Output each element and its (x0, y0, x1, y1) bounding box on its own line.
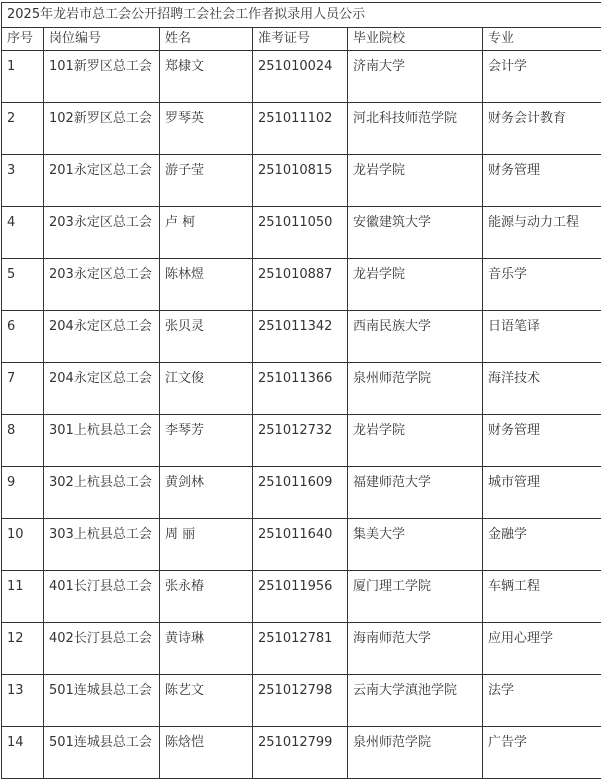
cell-index: 14 (2, 727, 44, 779)
cell-exam-id: 251010815 (253, 155, 348, 207)
cell-name: 李琴芳 (160, 415, 253, 467)
cell-name: 陈焓恺 (160, 727, 253, 779)
cell-exam-id: 251010887 (253, 259, 348, 311)
table-title: 2025年龙岩市总工会公开招聘工会社会工作者拟录用人员公示 (2, 3, 601, 28)
table-row (2, 467, 601, 519)
cell-exam-id: 251011342 (253, 311, 348, 363)
cell-major: 车辆工程 (483, 571, 601, 623)
table-row (2, 207, 601, 259)
cell-exam-id: 251011640 (253, 519, 348, 571)
cell-school: 泉州师范学院 (348, 727, 483, 779)
cell-exam-id: 251012732 (253, 415, 348, 467)
cell-index: 9 (2, 467, 44, 519)
table-row (2, 311, 601, 363)
cell-school: 龙岩学院 (348, 259, 483, 311)
cell-name: 游子莹 (160, 155, 253, 207)
cell-school: 龙岩学院 (348, 155, 483, 207)
cell-index: 10 (2, 519, 44, 571)
cell-index: 4 (2, 207, 44, 259)
cell-major: 音乐学 (483, 259, 601, 311)
header-post-code: 岗位编号 (44, 28, 160, 51)
cell-post-code: 204永定区总工会 (44, 311, 160, 363)
cell-major: 财务会计教育 (483, 103, 601, 155)
cell-post-code: 301上杭县总工会 (44, 415, 160, 467)
cell-major: 海洋技术 (483, 363, 601, 415)
cell-name: 郑棣文 (160, 51, 253, 103)
table-row (2, 155, 601, 207)
cell-school: 河北科技师范学院 (348, 103, 483, 155)
cell-major: 城市管理 (483, 467, 601, 519)
cell-school: 西南民族大学 (348, 311, 483, 363)
header-exam-id: 准考证号 (253, 28, 348, 51)
cell-index: 13 (2, 675, 44, 727)
cell-name: 黄诗琳 (160, 623, 253, 675)
cell-exam-id: 251011956 (253, 571, 348, 623)
cell-name: 卢 柯 (160, 207, 253, 259)
cell-exam-id: 251011050 (253, 207, 348, 259)
title-row (2, 3, 601, 28)
cell-major: 金融学 (483, 519, 601, 571)
cell-name: 罗琴英 (160, 103, 253, 155)
table-row (2, 103, 601, 155)
cell-exam-id: 251012798 (253, 675, 348, 727)
cell-school: 海南师范大学 (348, 623, 483, 675)
cell-name: 张贝灵 (160, 311, 253, 363)
cell-school: 云南大学滇池学院 (348, 675, 483, 727)
cell-index: 8 (2, 415, 44, 467)
table-row (2, 363, 601, 415)
cell-index: 7 (2, 363, 44, 415)
cell-name: 陈林煜 (160, 259, 253, 311)
cell-post-code: 303上杭县总工会 (44, 519, 160, 571)
cell-post-code: 204永定区总工会 (44, 363, 160, 415)
header-school: 毕业院校 (348, 28, 483, 51)
header-row (2, 28, 601, 51)
cell-name: 江文俊 (160, 363, 253, 415)
cell-name: 周 丽 (160, 519, 253, 571)
table-row (2, 415, 601, 467)
cell-name: 黄剑林 (160, 467, 253, 519)
cell-post-code: 203永定区总工会 (44, 207, 160, 259)
cell-school: 龙岩学院 (348, 415, 483, 467)
cell-school: 集美大学 (348, 519, 483, 571)
cell-post-code: 302上杭县总工会 (44, 467, 160, 519)
cell-exam-id: 251011102 (253, 103, 348, 155)
cell-post-code: 501连城县总工会 (44, 675, 160, 727)
cell-post-code: 203永定区总工会 (44, 259, 160, 311)
cell-major: 财务管理 (483, 155, 601, 207)
cell-index: 11 (2, 571, 44, 623)
cell-post-code: 102新罗区总工会 (44, 103, 160, 155)
cell-index: 6 (2, 311, 44, 363)
cell-post-code: 402长汀县总工会 (44, 623, 160, 675)
table-row (2, 571, 601, 623)
cell-name: 张永椿 (160, 571, 253, 623)
cell-school: 厦门理工学院 (348, 571, 483, 623)
cell-exam-id: 251012799 (253, 727, 348, 779)
cell-post-code: 101新罗区总工会 (44, 51, 160, 103)
cell-index: 3 (2, 155, 44, 207)
cell-major: 财务管理 (483, 415, 601, 467)
cell-school: 济南大学 (348, 51, 483, 103)
cell-major: 日语笔译 (483, 311, 601, 363)
cell-index: 5 (2, 259, 44, 311)
table-row (2, 519, 601, 571)
header-index: 序号 (2, 28, 44, 51)
cell-major: 会计学 (483, 51, 601, 103)
cell-post-code: 501连城县总工会 (44, 727, 160, 779)
recruitment-table (1, 2, 601, 779)
cell-major: 广告学 (483, 727, 601, 779)
header-name: 姓名 (160, 28, 253, 51)
cell-index: 2 (2, 103, 44, 155)
header-major: 专业 (483, 28, 601, 51)
cell-name: 陈艺文 (160, 675, 253, 727)
table-row (2, 623, 601, 675)
cell-major: 能源与动力工程 (483, 207, 601, 259)
cell-exam-id: 251011366 (253, 363, 348, 415)
table-row (2, 727, 601, 779)
cell-major: 法学 (483, 675, 601, 727)
cell-school: 福建师范大学 (348, 467, 483, 519)
cell-index: 12 (2, 623, 44, 675)
cell-index: 1 (2, 51, 44, 103)
cell-post-code: 401长汀县总工会 (44, 571, 160, 623)
cell-exam-id: 251011609 (253, 467, 348, 519)
cell-school: 泉州师范学院 (348, 363, 483, 415)
cell-exam-id: 251012781 (253, 623, 348, 675)
cell-school: 安徽建筑大学 (348, 207, 483, 259)
cell-post-code: 201永定区总工会 (44, 155, 160, 207)
cell-major: 应用心理学 (483, 623, 601, 675)
table-row (2, 259, 601, 311)
table-row (2, 675, 601, 727)
cell-exam-id: 251010024 (253, 51, 348, 103)
table-row (2, 51, 601, 103)
